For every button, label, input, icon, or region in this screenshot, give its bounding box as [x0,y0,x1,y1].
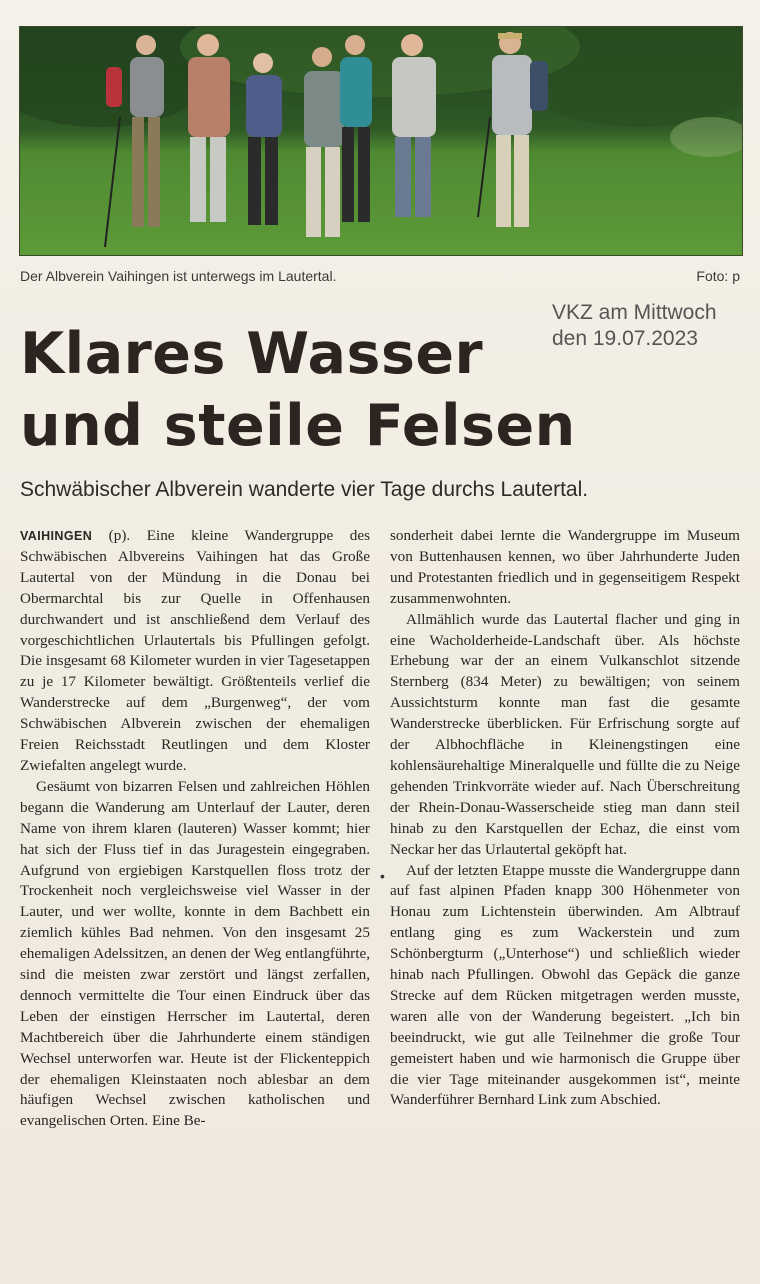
photo-credit: Foto: p [696,268,740,284]
article-paragraph [20,526,370,777]
article-paragraph: Auf der letzten Etappe musste die Wandergruppe dann auf fast alpinen Pfaden knapp 300 Höhenmeter von Honau zum Lichtenstein überwinden. Am Albtrauf entlang ging es zum Wackerstein und zum Schönbergturm („Unterhose“) und schließlich wieder hinab nach Pfullingen. Obwohl das Gepäck die ganze Strecke auf dem Rücken mitgetragen werden musste, waren alle von der Wanderung begeistert. „Ich bin beeindruckt, wie gut alle Teilnehmer die große Tour gemeistert haben und wie harmonisch die Gruppe über die vier Tage miteinander ausgekommen ist“, meinte Wanderführer Bernhard Link zum Abschied. [390,861,740,1109]
paragraph-text: (p). Eine kleine Wandergruppe des Schwäbischen Albvereins Vaihingen hat das Große Lautertal von der Mündung in die Donau bei Obermarchtal bis zur Quelle in Offenhausen durchwandert und ist anschließend dem Verlauf des vorgeschichtlichen Urlautertals bis Pfullingen gefolgt. Die insgesamt 68 Kilometer wurden in vier Tagesetappen zu je 17 Kilometer bewältigt. Größtenteils verlief die Wanderstrecke auf dem „Burgenweg“, der vom Schwäbischen Albverein zwischen der ehemaligen Freien Reichsstadt Reutlingen und dem Kloster Zwiefalten angelegt wurde. [20,527,370,774]
headline-line-2: und steile Felsen [20,393,576,459]
article-paragraph: Gesäumt von bizarren Felsen und zahlreichen Höhlen begann die Wanderung am Unterlauf der Lauter, deren Name von ihrem klaren (lauteren) Wasser kommt; hier hat sich der Fluss tief in das Juragestein eingegraben. Aufgrund von ergiebigen Karstquellen floss trotz der Trockenheit noch vergleichsweise viel Wasser in der Lauter, und wer wollte, konnte in dem Bachbett ein ziemlich kühles Bad nehmen. Von den insgesamt 25 ehemaligen Adelssitzen, an denen der Weg entlangführte, sind die meisten zwar zerstört und längst zerfallen, dennoch vermittelte die Tour einen Eindruck über das Leben der einstigen Herrscher im Lautertal, deren Machtbereich über die Jahrhunderte einem ständigen Wechsel unterworfen war. Heute ist der Flickenteppich der ehemaligen Kleinstaaten noch ablesbar an dem häufigen Wechsel zwischen katholischen und evangelischen Orten. Eine Be- [20,777,370,1130]
article-column-right [390,526,740,1111]
article-subheadline: Schwäbischer Albverein wanderte vier Tage durchs Lautertal. [20,478,589,501]
photo-caption: Der Albverein Vaihingen ist unterwegs im Lautertal. [20,268,337,284]
article-column-left [20,526,370,1132]
bullet-mark: • [380,868,385,884]
article-dateline: VAIHINGEN [20,529,93,543]
article-paragraph: Allmählich wurde das Lautertal flacher und ging in eine Wacholderheide-Landschaft über. Als höchste Erhebung war der an einem Vulkanschlot sitzende Sternberg (834 Meter) zu bewältigen; von seinem Aussichtsturm konnte man fast die gesamte Wanderstrecke überblicken. Für Erfrischung sorgte auf der Albhochfläche in Kleinengstingen eine kohlensäurehaltige Mineralquelle und füllte die zu Neige gehenden Trinkvorräte wieder auf. Nach Überschreitung der Rhein-Donau-Wasserscheide stieg man dann steil hinab zu den Karstquellen der Echaz, die einst vom Neckar her das Urlautertal geköpft hat. [390,610,740,858]
headline-line-1: Klares Wasser [20,321,484,387]
group-photo-image [20,27,742,255]
group-photo [19,26,743,256]
stamp-line-2: den 19.07.2023 [552,327,698,350]
stamp-line-1: VKZ am Mittwoch [552,301,717,324]
article-paragraph: sonderheit dabei lernte die Wandergruppe im Museum von Buttenhausen kennen, wo über Jahrhunderte Juden und Protestanten friedlich und in gegenseitigem Respekt zusammenwohnten. [390,527,740,607]
article-headline [20,318,580,462]
